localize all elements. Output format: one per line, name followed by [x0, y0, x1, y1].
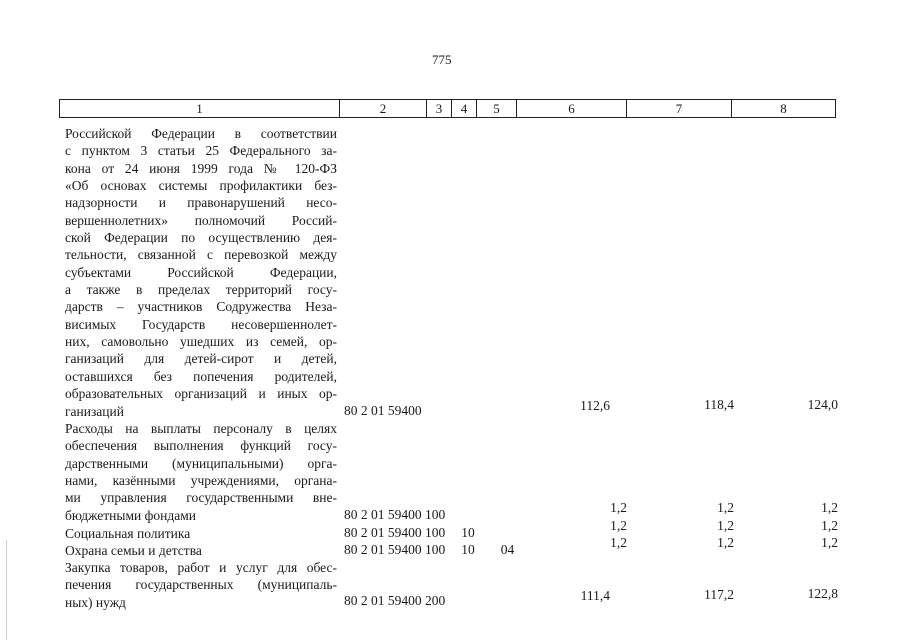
section: 10	[461, 525, 475, 540]
description-line: ской Федерации по осуществлению дея-	[65, 230, 337, 246]
row-description	[65, 125, 337, 420]
description-line: висимых Государств несовершеннолет-	[65, 316, 337, 332]
value-col-6: 111,4	[580, 588, 610, 603]
description-line: а также в пределах территорий госу-	[65, 282, 337, 298]
expense-type: 100	[425, 507, 446, 522]
description-line: Социальная политика	[65, 526, 191, 541]
description-line: оставшихся без попечения родителей,	[65, 368, 337, 384]
description-line: нами, казёнными учреждениями, органа-	[65, 473, 337, 489]
code: 80 2 01 59400	[344, 507, 422, 522]
description-line: тельности, связанной с перевозкой между	[65, 247, 337, 263]
section: 10	[461, 542, 475, 557]
header-col-4: 4	[452, 100, 477, 117]
row-description	[65, 525, 337, 542]
value-col-6: 1,2	[610, 535, 627, 550]
description-line: ганизаций для детей-сирот и детей,	[65, 351, 337, 367]
description-line: надзорности и правонарушений несо-	[65, 195, 337, 211]
value-col-8: 124,0	[807, 397, 838, 412]
value-col-7: 1,2	[717, 500, 734, 515]
description-line: образовательных организаций и иных ор-	[65, 386, 337, 402]
description-line: них, самовольно ушедших из семей, ор-	[65, 334, 337, 350]
description-line: Российской Федерации в соответствии	[65, 126, 337, 141]
value-col-6: 112,6	[580, 398, 610, 413]
value-col-6: 1,2	[610, 518, 627, 533]
value-col-8: 1,2	[821, 535, 838, 550]
description-line: ганизаций	[65, 403, 124, 419]
description-line: ми управления государственными вне-	[65, 490, 337, 506]
value-col-7: 118,4	[704, 397, 734, 412]
page-number: 775	[432, 52, 452, 67]
code: 80 2 01 59400	[344, 525, 422, 540]
description-line: печения государственных (муниципаль-	[65, 577, 337, 593]
header-col-1: 1	[60, 100, 340, 117]
expense-type: 100	[425, 542, 446, 557]
table-header	[59, 99, 836, 118]
description-line: обеспечения выполнения функций госу-	[65, 438, 337, 454]
value-col-7: 1,2	[717, 518, 734, 533]
description-line: Расходы на выплаты персоналу в целях	[65, 421, 337, 436]
description-line: дарственными (муниципальными) орга-	[65, 455, 337, 471]
row-description	[65, 420, 337, 524]
value-col-8: 122,8	[807, 586, 838, 601]
target-code	[344, 507, 445, 523]
header-col-3: 3	[427, 100, 452, 117]
row-description	[65, 542, 337, 559]
target-code	[344, 542, 514, 558]
code: 80 2 01 59400	[344, 542, 422, 557]
description-line: ных) нужд	[65, 594, 126, 610]
value-col-7: 1,2	[717, 535, 734, 550]
description-line: Закупка товаров, работ и услуг для обес-	[65, 560, 337, 575]
code: 80 2 01 59400	[344, 593, 422, 608]
header-col-2: 2	[340, 100, 427, 117]
subsection: 04	[500, 542, 515, 557]
scan-margin-line	[6, 540, 7, 640]
description-line: бюджетными фондами	[65, 507, 196, 523]
target-code	[344, 525, 475, 541]
header-col-5: 5	[477, 100, 517, 117]
expense-type: 100	[425, 525, 446, 540]
description-line: с пунктом 3 статьи 25 Федерального за-	[65, 143, 337, 159]
description-line: субъектами Российской Федерации,	[65, 264, 337, 280]
value-col-7: 117,2	[704, 587, 734, 602]
description-line: кона от 24 июня 1999 года № 120-ФЗ	[65, 160, 337, 176]
row-description	[65, 559, 337, 611]
value-col-6: 1,2	[610, 500, 627, 515]
header-col-6: 6	[517, 100, 627, 117]
value-col-8: 1,2	[821, 518, 838, 533]
header-col-7: 7	[627, 100, 732, 117]
description-line: вершеннолетних» полномочий Россий-	[65, 212, 337, 228]
target-code: 80 2 01 59400	[344, 403, 422, 418]
description-line: дарств – участников Содружества Неза-	[65, 299, 337, 315]
header-col-8: 8	[780, 101, 787, 116]
value-col-8: 1,2	[821, 500, 838, 515]
target-code	[344, 593, 445, 609]
description-line: «Об основах системы профилактики без-	[65, 178, 337, 194]
description-line: Охрана семьи и детства	[65, 543, 202, 558]
expense-type: 200	[425, 593, 446, 608]
